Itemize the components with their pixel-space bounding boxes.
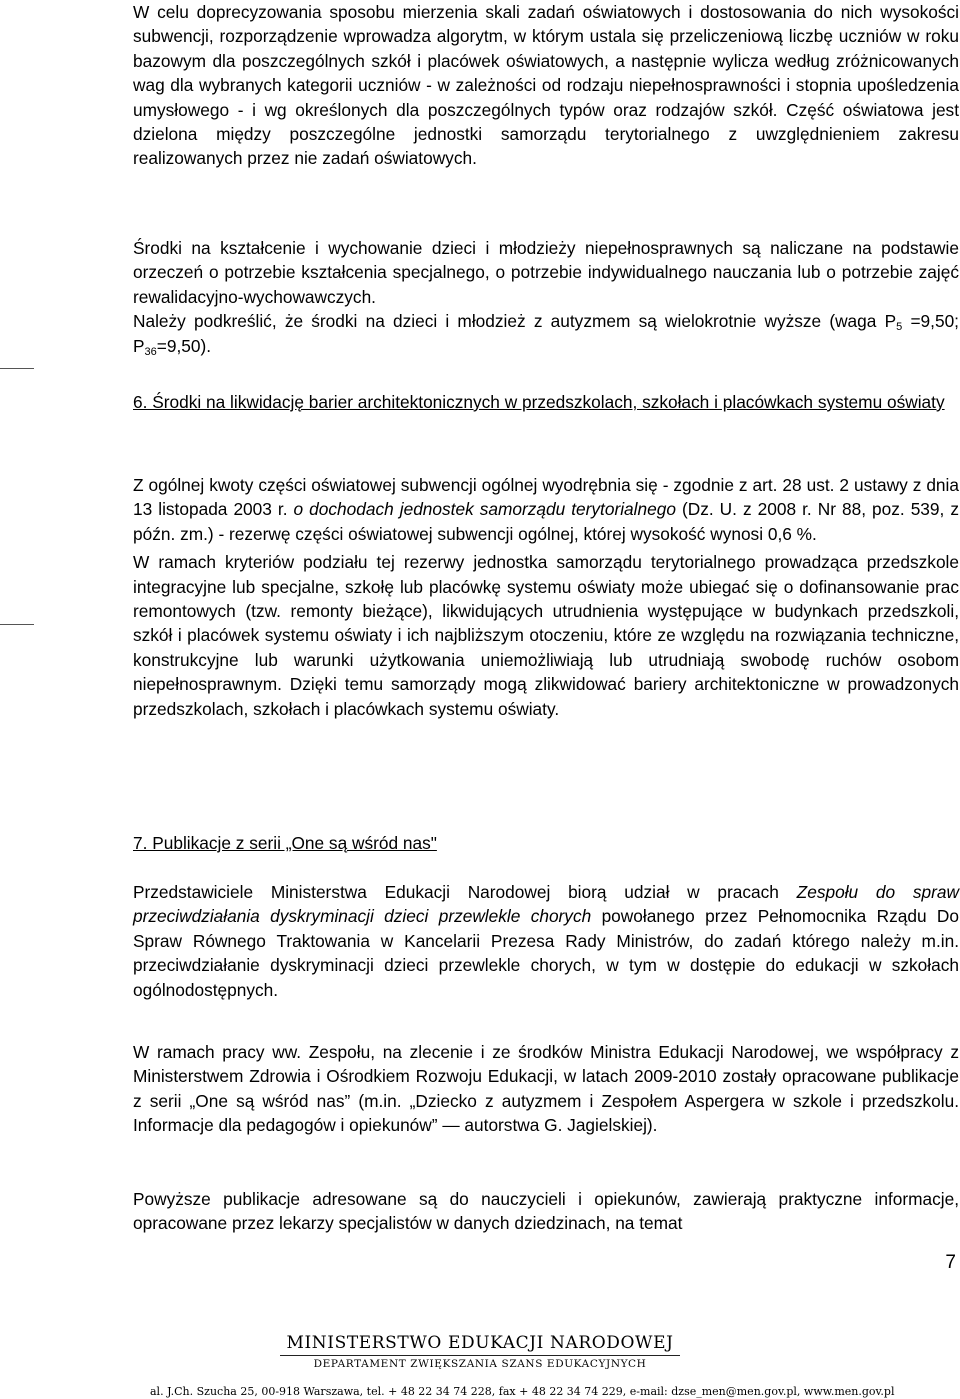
paragraph-text: Powyższe publikacje adresowane są do nauczycieli i opiekunów, zawierają praktyczne informacje, opracowane przez lekarzy specjalistów w danych dziedzinach, na temat xyxy=(133,1189,959,1234)
page-number: 7 xyxy=(945,1252,956,1273)
paragraph-audience xyxy=(133,1187,959,1236)
paragraph-disabled-funds xyxy=(133,236,959,358)
paragraph-reserve-criteria: W ramach kryteriów podziału tej rezerwy jednostka samorządu terytorialnego prowadząca przedszkole integracyjne lub specjalne, szkołę lub placówkę systemu oświaty może ubiegać się o dofinansowanie prac remontowych (tzw. remonty bieżące), likwidujących utrudnienia występujące w budynkach przedszkoli, szkół i placówek systemu oświaty i ich najbliższym otoczeniu, które ze względu na rozwiązania techniczne, konstrukcyjne lub warunki użytkowania uniemożliwiają lub utrudniają swobodę ruchów osobom niepełnosprawnym. Dzięki temu samorządy mogą zlikwidować bariery architektoniczne w prowadzonych przedszkolach, szkołach i placówkach systemu oświaty. xyxy=(133,552,959,719)
paragraph-text: W ramach pracy ww. Zespołu, na zlecenie i ze środków Ministra Edukacji Narodowej, we współpracy z Ministerstwem Zdrowia i Ośrodkiem Rozwoju Edukacji, w latach 2009-2010 zostały opracowane publikacje z serii „One są wśród nas” (m.in. „Dziecko z autyzmem i Zespołem Aspergera w szkole i przedszkolu. Informacje dla pedagogów i opiekunów” — autorstwa G. Jagielskiej). xyxy=(133,1042,959,1136)
footer-ministry-name: MINISTERSTWO EDUKACJI NARODOWEJ xyxy=(286,1333,674,1353)
footer xyxy=(0,1333,960,1398)
margin-mark xyxy=(0,624,34,625)
section-heading-7: 7. Publikacje z serii „One są wśród nas" xyxy=(133,833,437,853)
paragraph-text: Z ogólnej kwoty części oświatowej subwencji ogólnej wyodrębnia się - zgodnie z art. 28 ust. 2 ustawy z dnia 13 listopada 2003 r. o dochodach jednostek samorządu terytorialnego (Dz. U. z 2008 r. Nr 88, poz. 539, z późn. zm.) - rezerwę części oświatowej subwencji ogólnej, której wysokość wynosi 0,6 %. xyxy=(133,475,959,544)
paragraph-text: Środki na kształcenie i wychowanie dzieci i młodzieży niepełnosprawnych są naliczane na podstawie orzeczeń o potrzebie kształcenia specjalnego, o potrzebie indywidualnego nauczania lub o potrzebie zajęć rewalidacyjno-wychowawczych. xyxy=(133,238,959,307)
paragraph-reserve xyxy=(133,473,959,721)
paragraph-algorithm xyxy=(133,0,959,171)
paragraph-text: W celu doprecyzowania sposobu mierzenia skali zadań oświatowych i dostosowania do nich wysokości subwencji, rozporządzenie wprowadza algorytm, w którym ustala się przeliczeniową liczbę uczniów w roku bazowym dla poszczególnych szkół i placówek oświatowych, a następnie wylicza według zróżnicowanych wag dla wybranych kategorii uczniów - w zależności od rodzaju niepełnosprawności i stopnia upośledzenia umysłowego - i wg określonych dla poszczególnych typów oraz rodzajów szkół. Część oświatowa jest dzielona między poszczególne jednostki samorządu terytorialnego z uwzględnieniem zakresu realizowanych przez nie zadań oświatowych. xyxy=(133,2,959,169)
footer-contact: al. J.Ch. Szucha 25, 00-918 Warszawa, tel. + 48 22 34 74 228, fax + 48 22 34 74 229, e-mail: dzse_men@men.gov.pl, www.men.gov.pl xyxy=(150,1385,895,1398)
paragraph-team xyxy=(133,880,959,1002)
paragraph-autism-weights: Należy podkreślić, że środki na dzieci i młodzież z autyzmem są wielokrotnie wyższe (waga $P_5 =9,50$; $P_{36}=9,50$). xyxy=(133,311,959,358)
paragraph-publications xyxy=(133,1040,959,1138)
section-heading-6: 6. Środki na likwidację barier architektonicznych w przedszkolach, szkołach i placówkach systemu oświaty xyxy=(133,392,945,412)
paragraph-text: Przedstawiciele Ministerstwa Edukacji Narodowej biorą udział w pracach Zespołu do spraw przeciwdziałania dyskryminacji dzieci przewlekle chorych powołanego przez Pełnomocnika Rządu Do Spraw Równego Traktowania w Kancelarii Prezesa Rady Ministrów, do zadań którego należy m.in. przeciwdziałanie dyskryminacji dzieci przewlekle chorych, w tym w dostępie do edukacji w szkołach ogólnodostępnych. xyxy=(133,882,960,1000)
footer-department-name: DEPARTAMENT ZWIĘKSZANIA SZANS EDUKACYJNYCH xyxy=(313,1358,647,1370)
margin-mark xyxy=(0,368,34,369)
